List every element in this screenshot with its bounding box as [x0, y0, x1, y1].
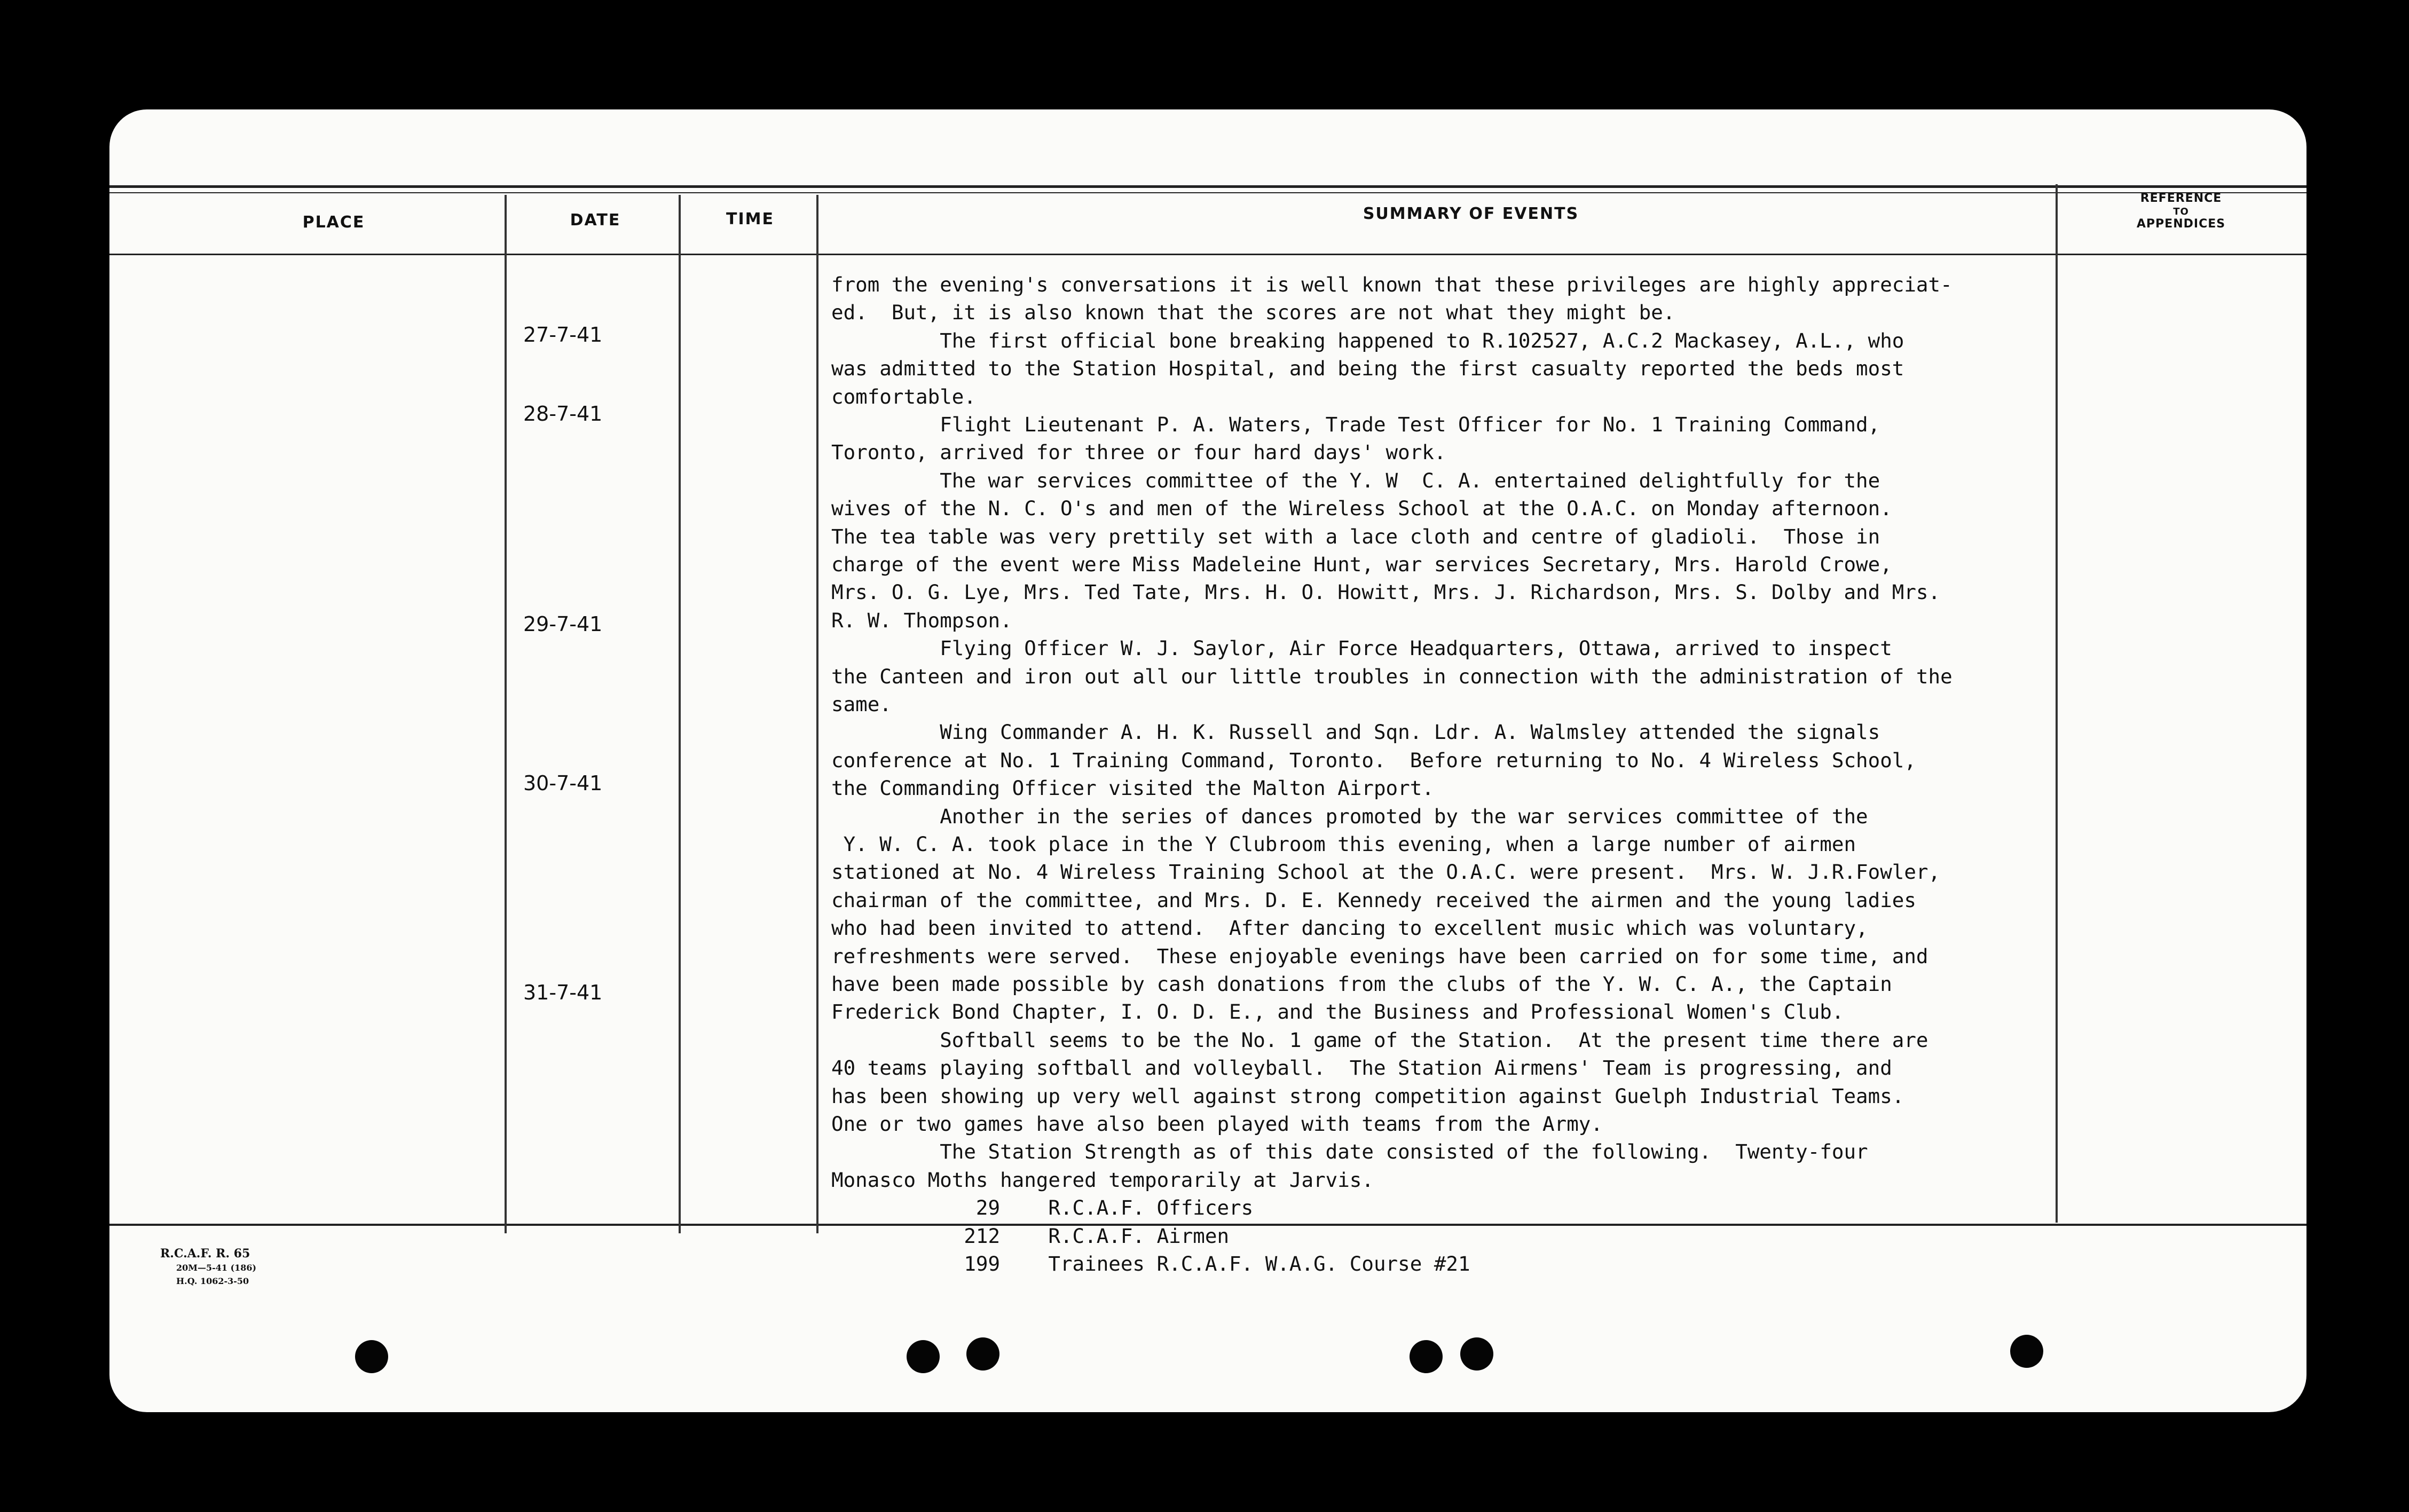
summary-line: Toronto, arrived for three or four hard days' work. [831, 440, 1446, 464]
summary-line: Flight Lieutenant P. A. Waters, Trade Test Officer for No. 1 Training Command, [831, 413, 1880, 436]
summary-line: who had been invited to attend. After dancing to excellent music which was voluntary, [831, 916, 1868, 940]
summary-line: wives of the N. C. O's and men of the Wireless School at the O.A.C. on Monday afternoon. [831, 497, 1892, 521]
header-reference-appendices: APPENDICES [2136, 217, 2226, 231]
entry-date: 27-7-41 [523, 323, 603, 346]
summary-line: The tea table was very prettily set with a lace cloth and centre of gladioli. Those in [831, 524, 1880, 548]
print-run: 20M—5-41 (186) [176, 1263, 257, 1273]
summary-line: the Canteen and iron out all our little troubles in connection with the administration of the [831, 664, 1953, 688]
summary-line: Flying Officer W. J. Saylor, Air Force Headquarters, Ottawa, arrived to inspect [831, 636, 1892, 660]
binder-hole [1460, 1337, 1493, 1371]
header-place: PLACE [302, 213, 365, 232]
header-date: DATE [570, 211, 621, 230]
header-top-rule [109, 185, 2306, 188]
summary-line: refreshments were served. These enjoyable evenings have been carried on for some time, and [831, 944, 1928, 968]
summary-line: from the evening's conversations it is well known that these privileges are highly appreciat- [831, 273, 1953, 296]
header-time: TIME [726, 210, 774, 229]
summary-line: R. W. Thompson. [831, 608, 1012, 632]
summary-line: Frederick Bond Chapter, I. O. D. E., and the Business and Professional Women's Club. [831, 1000, 1844, 1024]
summary-line: 29 R.C.A.F. Officers [831, 1196, 1254, 1220]
header-second-rule [109, 192, 2306, 193]
entry-date: 28-7-41 [523, 402, 603, 426]
summary-line: comfortable. [831, 384, 976, 408]
summary-line: has been showing up very well against strong competition against Guelph Industrial Teams. [831, 1084, 1904, 1108]
header-summary-of-events: SUMMARY OF EVENTS [1363, 204, 1579, 223]
column-divider-time-summary [816, 195, 818, 1233]
summary-line: One or two games have also been played with teams from the Army. [831, 1112, 1603, 1136]
summary-line: have been made possible by cash donations from the clubs of the Y. W. C. A., the Captain [831, 972, 1892, 996]
summary-line: the Commanding Officer visited the Malton Airport. [831, 776, 1434, 800]
diary-form-card [109, 109, 2306, 1412]
summary-line: was admitted to the Station Hospital, and being the first casualty reported the beds most [831, 357, 1904, 381]
summary-line: The first official bone breaking happened to R.102527, A.C.2 Mackasey, A.L., who [831, 328, 1904, 352]
summary-line: Monasco Moths hangered temporarily at Jarvis. [831, 1168, 1374, 1192]
binder-hole [1410, 1340, 1443, 1373]
header-reference-to: TO [2173, 206, 2189, 217]
entry-date: 29-7-41 [523, 612, 603, 636]
binder-hole [2010, 1335, 2043, 1368]
column-divider-date-time [679, 195, 681, 1233]
summary-line: 199 Trainees R.C.A.F. W.A.G. Course #21 [831, 1252, 1470, 1275]
hq-reference: H.Q. 1062-3-50 [176, 1276, 249, 1286]
summary-line: conference at No. 1 Training Command, Toronto. Before returning to No. 4 Wireless School, [831, 748, 1916, 772]
summary-line: chairman of the committee, and Mrs. D. E. Kennedy received the airmen and the young ladies [831, 888, 1916, 912]
header-bottom-rule [109, 254, 2306, 255]
summary-line: Mrs. O. G. Lye, Mrs. Ted Tate, Mrs. H. O. Howitt, Mrs. J. Richardson, Mrs. S. Dolby and Mrs. [831, 580, 1941, 604]
summary-line: The war services committee of the Y. W C. A. entertained delightfully for the [831, 468, 1880, 492]
entry-date: 31-7-41 [523, 981, 603, 1004]
binder-hole [907, 1340, 940, 1373]
entry-date: 30-7-41 [523, 771, 603, 795]
summary-line: charge of the event were Miss Madeleine Hunt, war services Secretary, Mrs. Harold Crowe, [831, 553, 1892, 576]
binder-hole [966, 1337, 999, 1371]
summary-line: Another in the series of dances promoted by the war services committee of the [831, 804, 1868, 828]
summary-line: Y. W. C. A. took place in the Y Clubroom this evening, when a large number of airmen [831, 832, 1856, 856]
summary-line: 40 teams playing softball and volleyball. The Station Airmens' Team is progressing, and [831, 1056, 1892, 1080]
column-divider-place-date [505, 195, 507, 1233]
summary-line: Softball seems to be the No. 1 game of the Station. At the present time there are [831, 1028, 1928, 1052]
binder-hole [355, 1340, 388, 1373]
summary-line: Wing Commander A. H. K. Russell and Sqn. Ldr. A. Walmsley attended the signals [831, 720, 1880, 744]
summary-line: same. [831, 692, 892, 716]
summary-line: 212 R.C.A.F. Airmen [831, 1224, 1230, 1248]
header-reference: REFERENCE [2140, 192, 2222, 205]
summary-line: ed. But, it is also known that the scores are not what they might be. [831, 301, 1675, 325]
form-number: R.C.A.F. R. 65 [160, 1247, 250, 1261]
summary-line: The Station Strength as of this date consisted of the following. Twenty-four [831, 1140, 1868, 1164]
summary-line: stationed at No. 4 Wireless Training School at the O.A.C. were present. Mrs. W. J.R.Fowler, [831, 860, 1941, 884]
